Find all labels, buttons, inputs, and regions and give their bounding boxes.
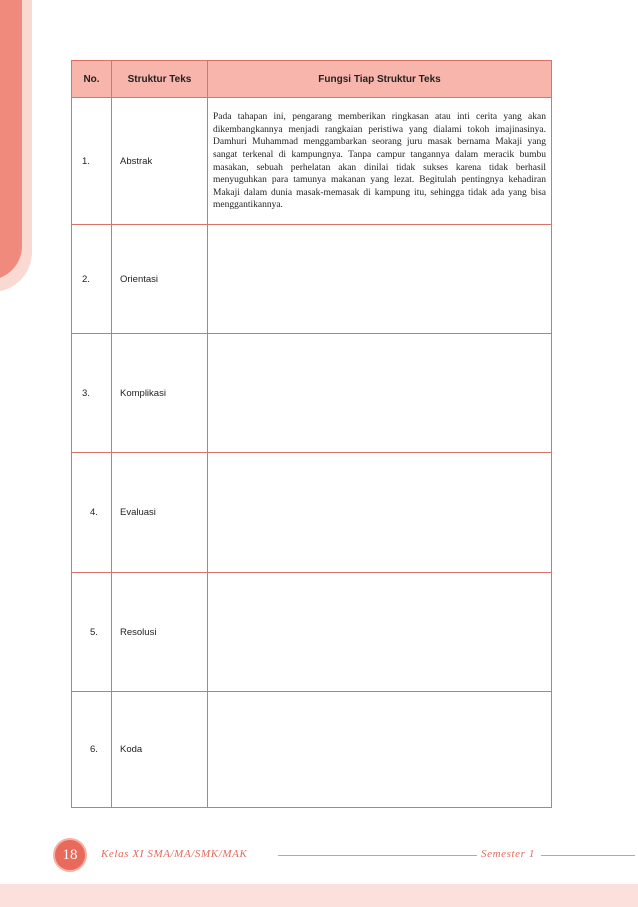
row-description: Pada tahapan ini, pengarang memberikan ringkasan atau inti cerita yang akan dikembangkannya menjadi rangkaian peristiwa yang dialami tokoh imajinasinya. Damhuri Muhammad menggambarkan seorang juru masak bernama Makaji yang sangat terkenal di kampungnya. Tanpa campur tangannya dalam meracik bumbu masakan, sebuah perhelatan akan dinilai tidak sukses karena tidak berhasil menyuguhkan para tamunya makanan yang lezat. Begitulah pentingnya kehadiran Makaji dalam dunia masak-memasak di kampung itu, sehingga tidak ada yang bisa menggantikannya. xyxy=(208,98,552,225)
row-number: 4. xyxy=(72,453,112,573)
table-row xyxy=(72,225,552,334)
row-description xyxy=(208,225,552,334)
semester-label: Semester 1 xyxy=(481,848,535,860)
bottom-band xyxy=(0,884,638,907)
table-row xyxy=(72,334,552,453)
row-description xyxy=(208,692,552,808)
header-fungsi: Fungsi Tiap Struktur Teks xyxy=(208,61,552,98)
table-row xyxy=(72,692,552,808)
row-number: 1. xyxy=(72,98,112,225)
row-description xyxy=(208,334,552,453)
row-structure-name: Koda xyxy=(112,692,208,808)
row-description xyxy=(208,573,552,692)
table-row xyxy=(72,98,552,225)
header-struktur: Struktur Teks xyxy=(112,61,208,98)
row-structure-name: Orientasi xyxy=(112,225,208,334)
header-no: No. xyxy=(72,61,112,98)
book-title: Kelas XI SMA/MA/SMK/MAK xyxy=(101,848,248,860)
page-number-badge: 18 xyxy=(55,840,85,870)
row-description xyxy=(208,453,552,573)
row-number: 2. xyxy=(72,225,112,334)
row-number: 3. xyxy=(72,334,112,453)
table-row xyxy=(72,453,552,573)
side-tab xyxy=(0,0,22,280)
table-header-row xyxy=(72,61,552,98)
table-row xyxy=(72,573,552,692)
row-number: 5. xyxy=(72,573,112,692)
page-footer xyxy=(0,838,638,874)
row-structure-name: Abstrak xyxy=(112,98,208,225)
footer-divider-line-right xyxy=(541,855,635,856)
struktur-teks-table xyxy=(71,60,552,808)
footer-divider-line xyxy=(278,855,477,856)
row-structure-name: Resolusi xyxy=(112,573,208,692)
row-structure-name: Evaluasi xyxy=(112,453,208,573)
row-structure-name: Komplikasi xyxy=(112,334,208,453)
row-number: 6. xyxy=(72,692,112,808)
